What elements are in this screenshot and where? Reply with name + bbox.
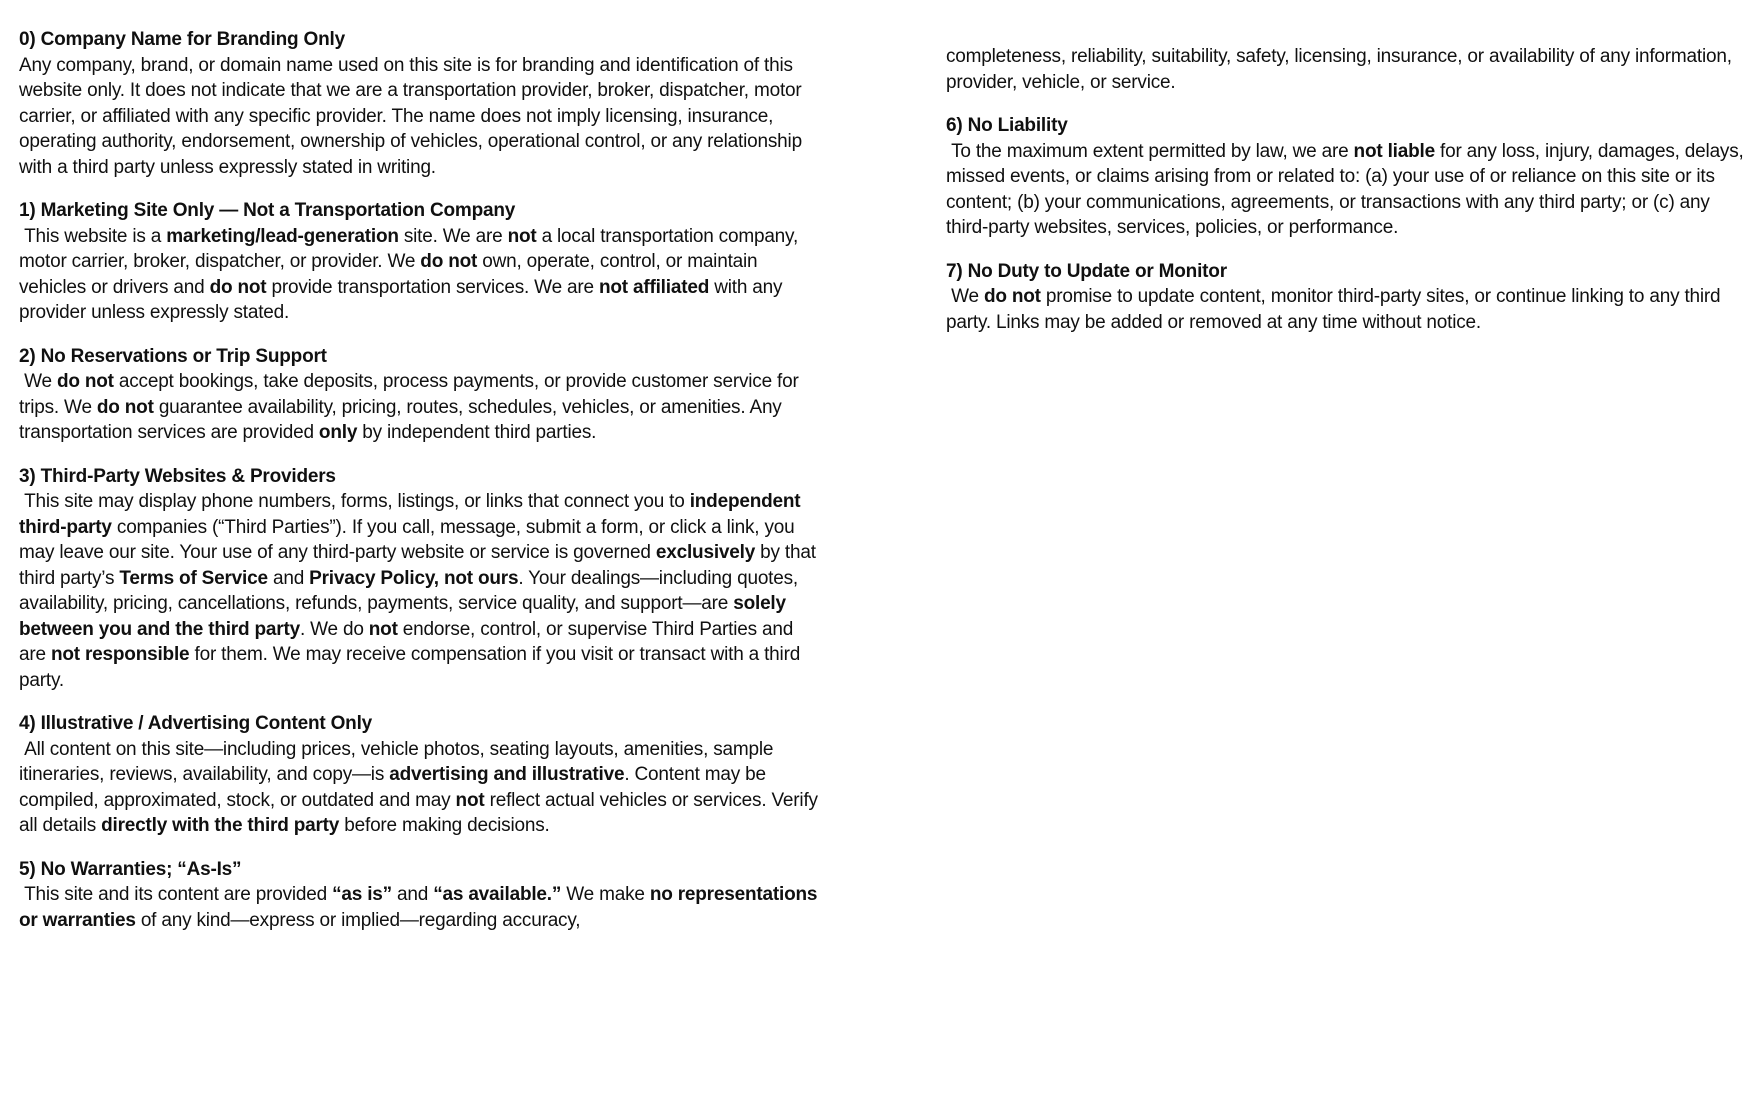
section-paragraph (19, 882, 823, 933)
bold-text-run: not responsible (50, 644, 190, 665)
bold-text-run: not affiliated (598, 276, 710, 298)
bold-text-run: solely between you and the third party (19, 593, 791, 640)
text-run: reflect actual vehicles or services. Verify all details (19, 789, 823, 836)
text-run: completeness, reliability, suitability, safety, licensing, insurance, or availability of any information, provider, vehicle, or service. (946, 46, 1737, 93)
bold-text-run: “as available.” (433, 884, 562, 905)
section-heading: 4) Illustrative / Advertising Content Only (19, 713, 373, 734)
bold-text-run: “as is” (332, 884, 392, 905)
text-run: . Your dealings—including quotes, availability, pricing, cancellations, refunds, payments, service quality, and support—are (19, 567, 804, 614)
text-run: by independent third parties. (357, 422, 597, 443)
bold-text-run: directly with the third party (101, 815, 340, 836)
section-heading: 3) Third-Party Websites & Providers (19, 465, 336, 487)
text-column-left (19, 27, 823, 951)
text-run: promise to update content, monitor third-party sites, or continue linking to any third party. Links may be added or removed at any time without notice. (946, 286, 1726, 333)
text-run: of any kind—express or implied—regarding accuracy, (135, 909, 581, 931)
text-run: This site and its content are provided (19, 884, 333, 905)
section-paragraph (946, 139, 1752, 241)
bold-text-run: Privacy Policy, not ours (309, 567, 519, 589)
section-heading: 0) Company Name for Branding Only (19, 29, 345, 50)
text-run: . We do (299, 618, 369, 640)
text-run: Any company, brand, or domain name used on this site is for branding and identification of this website only. It does not indicate that we are a transportation provider, broker, dispatcher, motor carrier, or affiliated with any specific provider. The name does not imply licensing, insurance, operating authority, endorsement, ownership of vehicles, operational control, or any relationship with a third party unless expressly stated in writing. (19, 54, 808, 178)
text-run: We (19, 371, 57, 392)
text-run: site. We are (398, 225, 508, 247)
section-paragraph (946, 284, 1752, 335)
text-run: and (267, 567, 310, 589)
text-run: a local transportation company, motor carrier, broker, dispatcher, or provider. We (19, 225, 804, 272)
bold-text-run: exclusively (655, 542, 756, 563)
bold-text-run: not (455, 789, 485, 811)
bold-text-run: advertising and illustrative (389, 764, 625, 785)
bold-text-run: not (368, 618, 398, 640)
bold-text-run: not (507, 225, 537, 247)
bold-text-run: marketing/lead-generation (166, 225, 399, 247)
text-run: own, operate, control, or maintain vehicles or drivers and (19, 251, 763, 298)
text-run: To the maximum extent permitted by law, we are (946, 140, 1354, 162)
text-run: with any provider unless expressly stated. (19, 276, 788, 323)
text-run: before making decisions. (339, 815, 550, 836)
text-run: by that third party’s (19, 542, 821, 589)
text-run: companies (“Third Parties”). If you call, message, submit a form, or click a link, you may leave our site. Your use of any third-party website or service is governed (19, 516, 800, 563)
text-run: We make (561, 884, 650, 905)
section-paragraph (19, 224, 819, 326)
text-run: This website is a (19, 225, 167, 247)
bold-text-run: not liable (1353, 140, 1435, 162)
bold-text-run: do not (420, 251, 478, 272)
text-run: provide transportation services. We are (266, 276, 599, 298)
bold-text-run: do not (209, 276, 267, 298)
text-run: We (946, 286, 984, 307)
section-heading: 5) No Warranties; “As-Is” (19, 858, 242, 880)
section-paragraph (19, 369, 819, 446)
bold-text-run: do not (96, 396, 154, 418)
text-run: . Content may be compiled, approximated, stock, or outdated and may (19, 764, 771, 811)
section-paragraph (19, 489, 819, 693)
text-column-right (946, 44, 1752, 353)
bold-text-run: no representations or warranties (19, 884, 823, 931)
section-heading: 6) No Liability (946, 115, 1068, 136)
section-heading: 2) No Reservations or Trip Support (19, 345, 327, 367)
text-run: for any loss, injury, damages, delays, missed events, or claims arising from or related to: (a) your use of or reliance on this site or its content; (b) your communications, agreements, or transactions with any third party; or (c) any third-party websites, services, policies, or performance. (946, 140, 1749, 238)
bold-text-run: do not (983, 286, 1041, 307)
section-heading: 7) No Duty to Update or Monitor (946, 260, 1227, 282)
bold-text-run: Terms of Service (119, 567, 268, 589)
section-paragraph (19, 737, 823, 839)
text-run: All content on this site—including prices, vehicle photos, seating layouts, amenities, sample itineraries, reviews, availability, and copy—is (19, 738, 779, 785)
bold-text-run: do not (56, 371, 114, 392)
text-run: accept bookings, take deposits, process payments, or provide customer service for trips. We (19, 371, 804, 418)
section-paragraph (19, 53, 819, 181)
text-run: This site may display phone numbers, forms, listings, or links that connect you to (19, 491, 690, 512)
text-run: for them. We may receive compensation if you visit or transact with a third party. (19, 644, 806, 691)
section-heading: 1) Marketing Site Only — Not a Transportation Company (19, 200, 516, 221)
text-run: and (391, 884, 434, 905)
continued-paragraph (946, 44, 1752, 95)
text-run: endorse, control, or supervise Third Parties and are (19, 618, 799, 665)
text-run: guarantee availability, pricing, routes, schedules, vehicles, or amenities. Any transportation services are provided (19, 396, 787, 443)
bold-text-run: independent third-party (19, 491, 806, 538)
bold-text-run: only (318, 422, 358, 443)
